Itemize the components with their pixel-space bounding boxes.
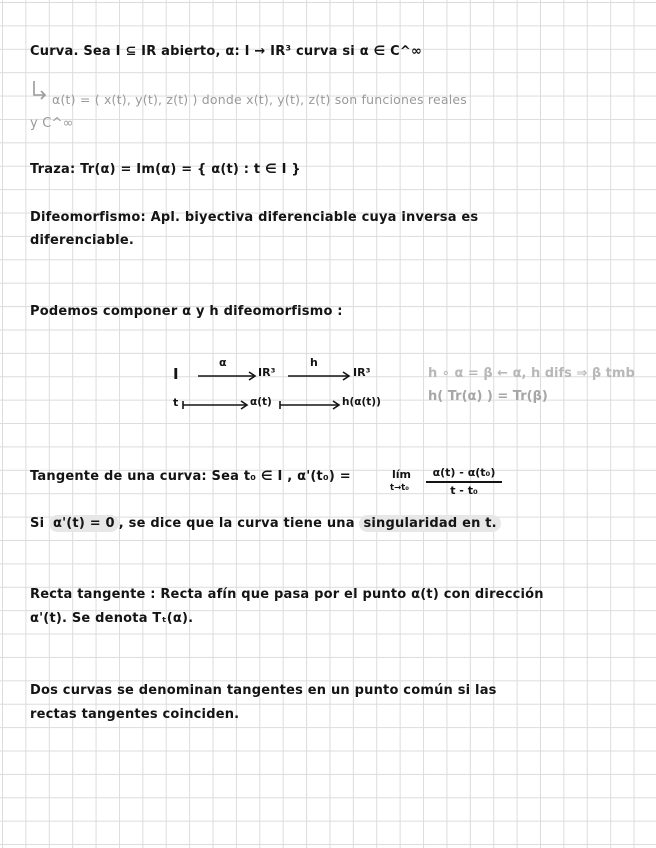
diagram-alpha-t: α(t) bbox=[250, 396, 272, 408]
coords-definition: α(t) = ( x(t), y(t), z(t) ) donde x(t), y(t), z(t) son funciones reales bbox=[52, 92, 467, 107]
traza-definition: Traza: Tr(α) = Im(α) = { α(t) : t ∈ I } bbox=[30, 162, 301, 177]
limit-denominator: t - t₀ bbox=[450, 484, 478, 497]
curva-definition: Curva. Sea I ⊆ IR abierto, α: I → IR³ curva si α ∈ C^∞ bbox=[30, 44, 422, 59]
diagram-note-trace: h( Tr(α) ) = Tr(β) bbox=[428, 389, 548, 404]
dos-curvas-line-1: Dos curvas se denominan tangentes en un punto común si las bbox=[30, 683, 497, 698]
coords-definition-cont: y C^∞ bbox=[30, 116, 74, 131]
dos-curvas-line-2: rectas tangentes coinciden. bbox=[30, 707, 240, 722]
diagram-R3-a: IR³ bbox=[258, 366, 276, 379]
singular-prefix: Si bbox=[30, 516, 45, 531]
diagram-alpha-label: α bbox=[219, 356, 227, 369]
difeomorfismo-line-1: Difeomorfismo: Apl. biyectiva diferenciable cuya inversa es bbox=[30, 210, 479, 225]
diagram-I: I bbox=[173, 365, 179, 383]
tangente-definition: Tangente de una curva: Sea t₀ ∈ I , α'(t₀) = bbox=[30, 469, 351, 484]
recta-tangente-line-2: α'(t). Se denota Tₜ(α). bbox=[30, 611, 194, 626]
highlight-singularidad: singularidad en t. bbox=[359, 515, 500, 532]
diagram-h-label: h bbox=[310, 356, 318, 369]
limit-operator: lím bbox=[392, 468, 412, 481]
componer-line: Podemos componer α y h difeomorfismo : bbox=[30, 304, 343, 319]
singularidad-line bbox=[30, 516, 501, 531]
difeomorfismo-line-2: diferenciable. bbox=[30, 233, 134, 248]
fraction-bar bbox=[426, 481, 502, 483]
singular-middle: , se dice que la curva tiene una bbox=[118, 516, 355, 531]
diagram-note-composition: h ∘ α = β ← α, h difs ⇒ β tmb bbox=[428, 366, 635, 381]
highlight-derivative-zero: α'(t) = 0 bbox=[49, 515, 119, 532]
diagram-h-alpha-t: h(α(t)) bbox=[342, 396, 381, 408]
diagram-t: t bbox=[173, 396, 179, 409]
diagram-R3-b: IR³ bbox=[353, 366, 371, 379]
limit-numerator: α(t) - α(t₀) bbox=[432, 466, 496, 479]
recta-tangente-line-1: Recta tangente : Recta afín que pasa por el punto α(t) con dirección bbox=[30, 587, 544, 602]
limit-subscript: t→t₀ bbox=[390, 483, 409, 493]
